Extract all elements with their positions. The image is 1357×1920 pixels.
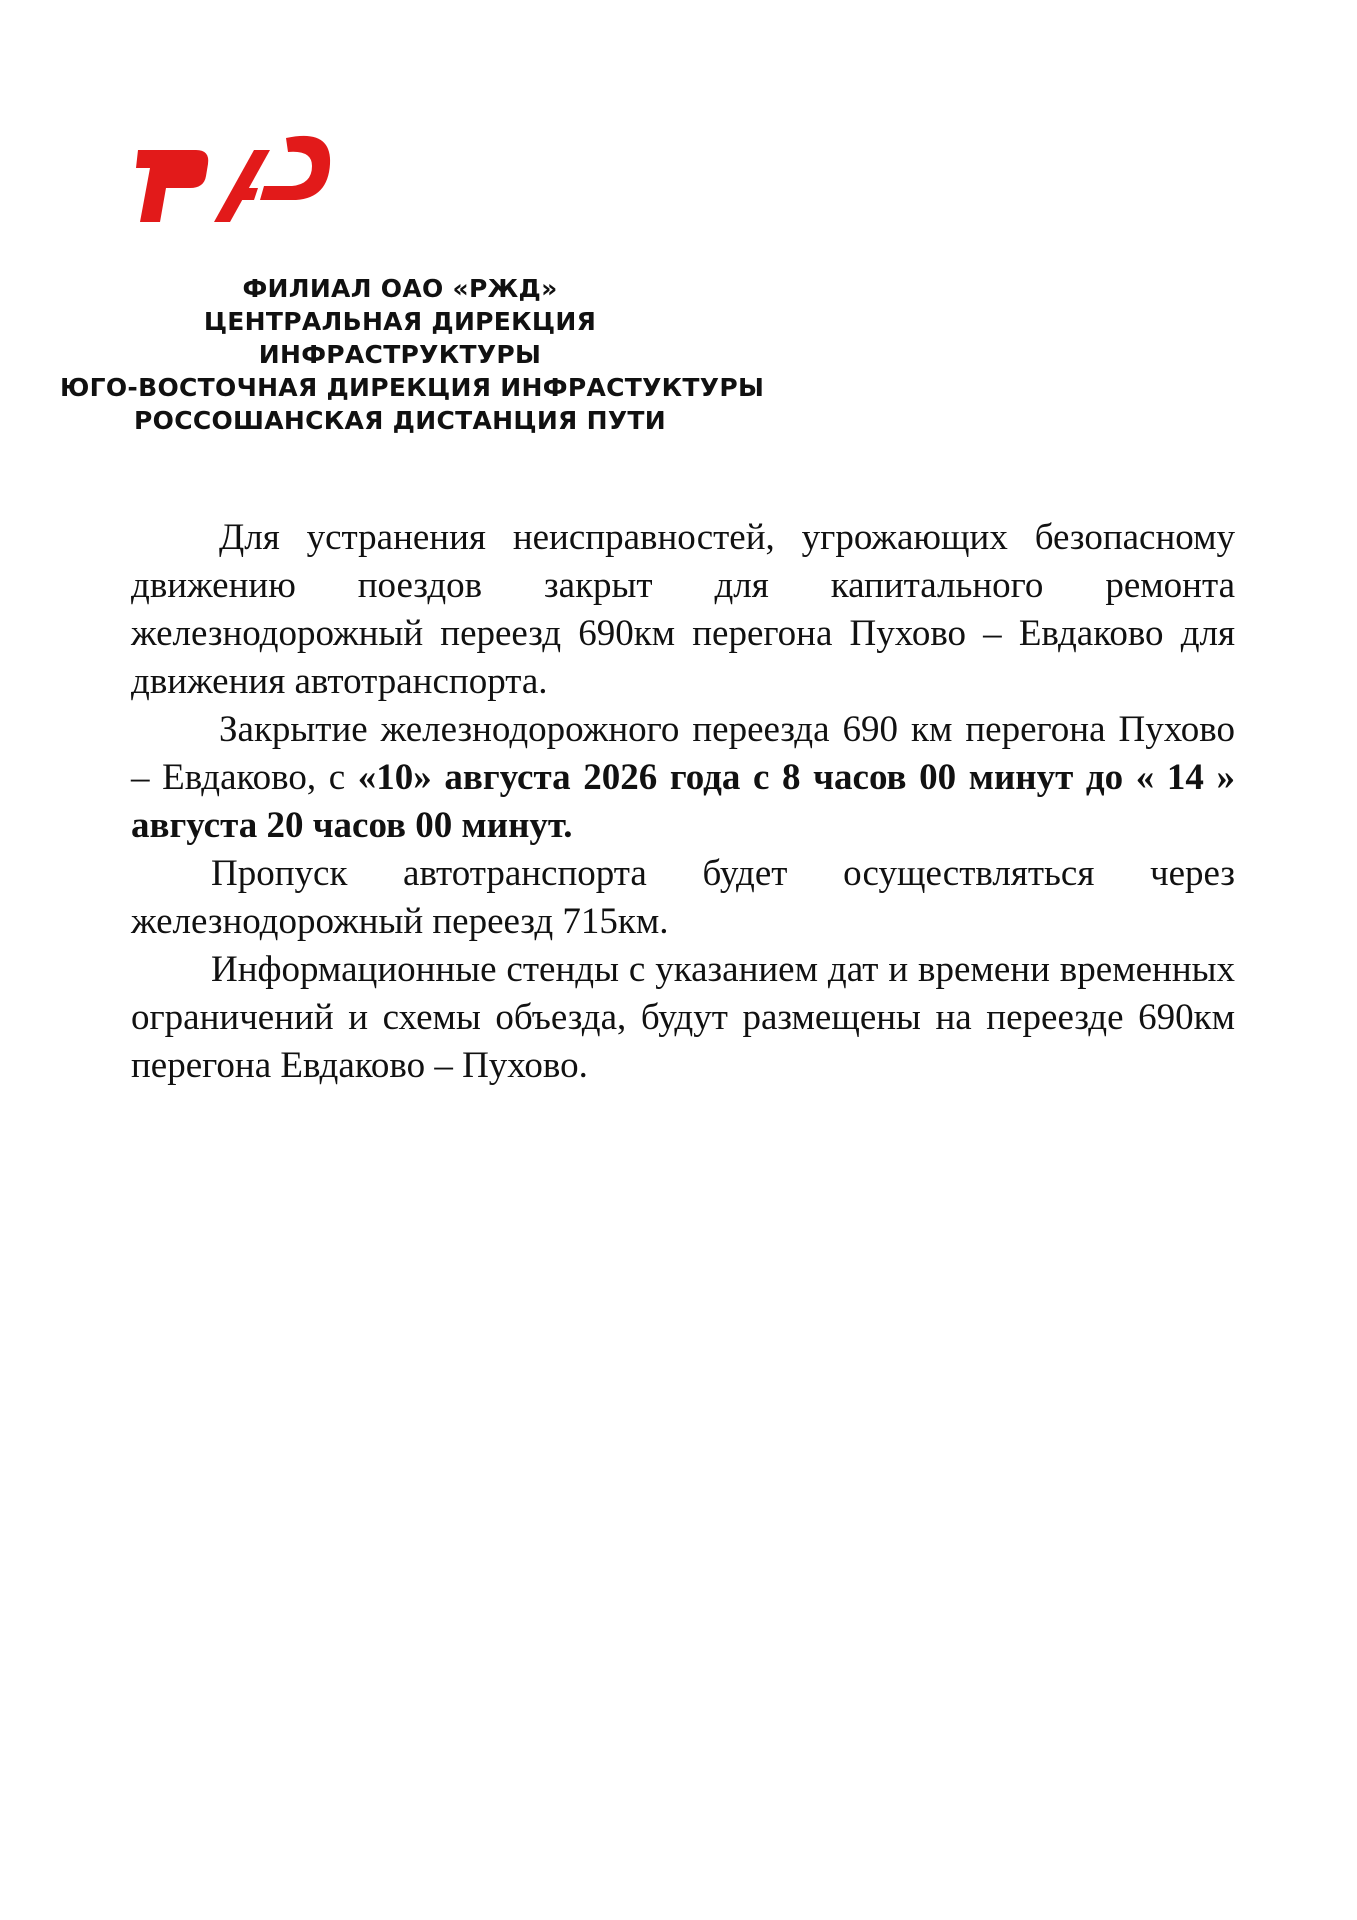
rzd-logo-graphic	[136, 128, 332, 224]
notice-paragraph-info-stands: Информационные стенды с указанием дат и времени временных ограничений и схемы объезда, будут размещены на переезде 690км перегона Евдаково – Пухово.	[131, 949, 1235, 1086]
period-dates: «10» августа 2026 года с 8 часов 00 минут до « 14 » августа 20 часов 00 минут.	[131, 757, 1235, 846]
notice-paragraph-closure: Для устранения неисправностей, угрожающих безопасному движению поездов закрыт для капитального ремонта железнодорожный переезд 690км перегона Пухово – Евдаково для движения автотранспорта.	[131, 517, 1235, 702]
org-line-1: ФИЛИАЛ ОАО «РЖД»	[242, 274, 558, 303]
organization-header	[60, 272, 765, 437]
notice-paragraph-period	[131, 706, 1235, 850]
rzd-logo	[136, 128, 332, 224]
notice-paragraph-detour: Пропуск автотранспорта будет осуществляться через железнодорожный переезд 715км.	[131, 853, 1235, 942]
notice-body	[131, 514, 1235, 1090]
org-line-2: ЦЕНТРАЛЬНАЯ ДИРЕКЦИЯ	[203, 307, 597, 336]
org-line-5: РОССОШАНСКАЯ ДИСТАНЦИЯ ПУТИ	[134, 406, 666, 435]
period-lead-text: Закрытие железнодорожного переезда 690 км перегона Пухово – Евдаково, с	[131, 709, 1235, 798]
org-line-4: ЮГО-ВОСТОЧНАЯ ДИРЕКЦИЯ ИНФРАСТУКТУРЫ	[60, 373, 765, 402]
org-line-3: ИНФРАСТРУКТУРЫ	[258, 340, 542, 369]
